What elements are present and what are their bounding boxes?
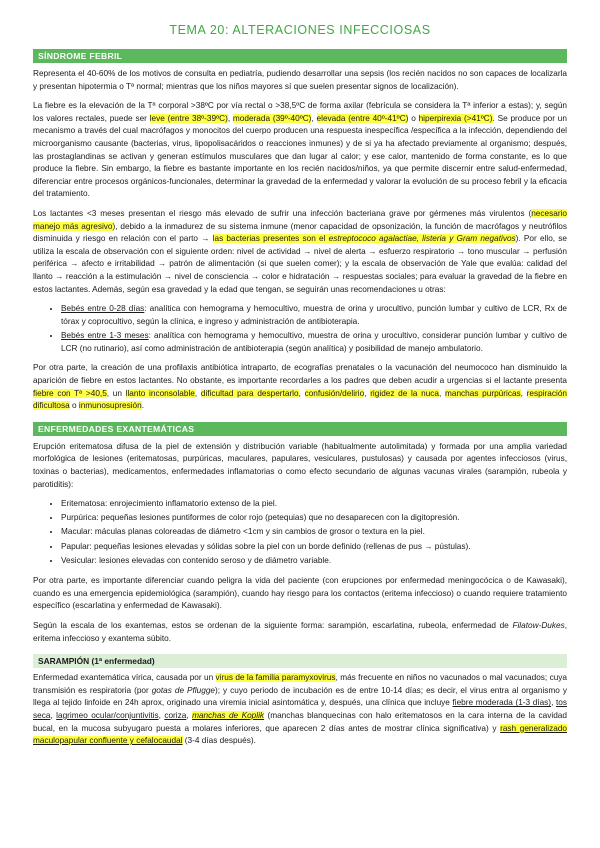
text-run: ). Por ello, se utiliza la escala de observación con el siguiente orden: nivel de actividad → nivel de alerta → esfuerzo respiratorio → tono muscular → perfusión periférica → afecto e irritabilidad → patrón de alimentación (si que suelen comer); y la escala de observación de Yale que evalúa: calidad del llanto → reacción a la estimulación → nivel de consciencia → color e hidratación → respuestas sociales; para evaluar la gravedad de la fiebre en estos lactantes. Además, según esa gravedad y la edad que tengan, se seguirán unas recomendaciones u otras:	[33, 234, 567, 294]
highlight-bacterias-names: estreptococo agalactiae, listeria y Gram negativos	[328, 234, 516, 244]
text-run: (3-4 días después).	[182, 736, 256, 746]
highlight-warning-sign: dificultad para despertarlo	[200, 388, 299, 398]
text-run: ,	[520, 388, 527, 398]
text-run: , eritema infeccioso y exantema súbito.	[33, 620, 567, 643]
paragraph-febril-intro: Representa el 40-60% de los motivos de consulta en pediatría, pudiendo desarrollar una sepsis (los recién nacidos no son capaces de localizarla y presentan hipotermia o Tª normal; mientras que los niños mayores sí que suelen presentar signos de localización).	[33, 69, 567, 91]
highlight-warning-sign: respiración dificultosa	[33, 388, 568, 411]
paragraph-febril-urgencias	[33, 362, 567, 412]
paragraph-exantema-scale	[33, 620, 567, 645]
highlight-paramyxovirus: virus de la familia paramyxovirus	[215, 673, 336, 683]
paragraph-exantema-priorities: Por otra parte, es importante diferenciar cuando peligra la vida del paciente (con erupciones por enfermedad meningocócica o de Kawasaki), cuando es una emergencia epidemiológica (sarampión), cuando hay riesgo para los contactos (eritema infeccioso) o cuando requiere tratamiento específico (escarlatina y enfermedad de Kawasaki).	[33, 576, 567, 611]
bullet-text: : analítica con hemograma y hemocultivo, muestra de orina y urocultivo, considerar punción lumbar y cultivo de LCR (no rutinario), así como administración de antibioterapia (según analítica) y posibilidad de manejo ambulatorio.	[61, 331, 568, 353]
highlight-warning-sign: rigidez de la nuca	[370, 388, 440, 398]
text-run: .	[141, 401, 145, 411]
highlight-rash: rash generalizado maculopapular confluente y cefalocaudal	[33, 723, 567, 746]
text-run: ,	[551, 698, 556, 708]
recommendations-list	[33, 303, 567, 355]
paragraph-febril-lactantes	[33, 208, 567, 296]
highlight-warning-sign: fiebre con Tª >40,5	[33, 388, 107, 398]
section-heading-sindrome-febril: SÍNDROME FEBRIL	[33, 49, 567, 63]
text-italic: Filatow-Dukes	[512, 620, 565, 630]
list-item	[61, 498, 567, 511]
text-run: o	[408, 113, 419, 123]
list-item	[61, 555, 567, 568]
highlight-warning-sign: manchas purpúricas	[445, 388, 521, 398]
text-run: ,	[227, 113, 233, 123]
highlight-bacterias: las bacterias presentes son el	[212, 234, 329, 244]
lesion-label: Purpúrica	[61, 513, 97, 523]
lesion-text: : máculas planas coloreadas de diámetro <1cm y sin cambios de grosor o textura en la piel.	[90, 527, 425, 537]
highlight-warning-sign: confusión/delirio	[304, 388, 365, 398]
lesion-text: : enrojecimiento inflamatorio extenso de la piel.	[105, 499, 278, 509]
list-item	[61, 303, 567, 328]
lesion-text: : lesiones elevadas con contenido seroso y de diámetro variable.	[94, 555, 332, 565]
highlight-manejo-agresivo: necesario manejo más agresivo	[33, 208, 567, 231]
text-run: ,	[298, 388, 305, 398]
list-item	[61, 330, 567, 355]
text-run: Enfermedad exantemática vírica, causada por un	[33, 673, 216, 683]
text-run: ,	[186, 710, 193, 720]
text-run: La fiebre es la elevación de la Tª corporal >38ºC por vía rectal o >38,5ºC de forma axilar (febrícula se considera la Tª inferior a estas); y, según los valores rectales, puede ser	[33, 101, 567, 123]
underlined-symptom: tos seca	[33, 698, 567, 720]
text-run: ,	[194, 388, 201, 398]
lesion-label: Macular	[61, 527, 91, 537]
text-run: . Se produce por un mecanismo a través del cual macrófagos y monocitos del cuerpo producen una respuesta inespecífica /específica a la infección, dependiendo del microorganismo causante (bacterias, virus, lipopolisacáridos o reacciones inmunes) y de si ya ha afectado previamente al organismo; después, las prostaglandinas se activan y generan estímulos musculares que dan lugar al calor; y ese calor, mantenido de forma constante, es lo que produce la fiebre. Sin embargo, la fiebre es bastante importante en los recién nacidos/niños, ya que permite discernir entre salud-enfermedad, diferenciar entre procesos orgánicos-funcionales, determinar la gravedad de la enfermedad y valorar la evolución de su proceso febril y la eficacia del tratamiento.	[33, 113, 567, 199]
paragraph-febril-definition	[33, 100, 567, 201]
highlight-koplik: manchas de Koplik	[192, 710, 265, 720]
document-title: TEMA 20: ALTERACIONES INFECCIOSAS	[169, 23, 431, 37]
underlined-symptom: lagrimeo ocular/conjuntivitis	[56, 710, 159, 720]
text-run: ,	[158, 710, 165, 720]
text-run: ,	[439, 388, 445, 398]
text-run: (manchas blanquecinas con halo eritematosos en la cara interna de la cavidad bucal, en la mucosa subyugaro puesta a molares inferiores, que aparecen 2 días antes de mostrar clínica significativa) y	[33, 710, 567, 733]
list-item	[61, 512, 567, 525]
text-run: Según la escala de los exantemas, estos se ordenan de la siguiente forma: sarampión, escarlatina, rubeola, enfermedad de	[33, 620, 513, 630]
highlight-warning-sign: llanto inconsolable	[125, 388, 195, 398]
list-item	[61, 541, 567, 554]
highlight-warning-sign: inmunosupresión	[78, 401, 142, 411]
highlight-moderada: moderada (39º-40ºC)	[232, 113, 312, 123]
lesion-text: : pequeñas lesiones puntiformes de color rojo (petequias) que no desaparecen con la digitopresión.	[96, 513, 460, 523]
text-run: , un	[106, 388, 126, 398]
underlined-symptom: fiebre moderada (1-3 días)	[452, 698, 552, 708]
text-run: ), debido a la inmadurez de su sistema inmune (menor capacidad de opsonización, la función de macrófagos y neutrófilos disminuida y riesgo en relación con el parto →	[33, 221, 567, 244]
text-run: ,	[364, 388, 371, 398]
text-run: o	[69, 401, 79, 411]
text-run: ,	[50, 710, 57, 720]
lesion-label: Eritematosa	[61, 499, 106, 509]
text-run: Los lactantes <3 meses presentan el riesgo más elevado de sufrir una infección bacteriana grave por gérmenes más virulentos (	[33, 208, 532, 218]
list-item	[61, 526, 567, 539]
section-heading-enfermedades-exantematicas: ENFERMEDADES EXANTEMÁTICAS	[33, 422, 567, 436]
text-run: Por otra parte, la creación de una profilaxis antibiótica intraparto, de ecografías prenatales o la vacunación del neumococo han disminuido la aparición de fiebre en estos lactantes. No obstante, es importante recordarles a los padres que deben acudir a urgencias si el lactante presenta	[33, 363, 567, 386]
subsection-heading-sarampion: SARAMPIÓN (1ª enfermedad)	[33, 654, 567, 668]
bullet-text: : analítica con hemograma y hemocultivo, muestra de orina y urocultivo, punción lumbar y cultivo de LCR, Rx de tórax y coprocultivo, según la clínica, e ingreso y administración de antibioterapia.	[61, 304, 567, 326]
highlight-leve: leve (entre 38º-39ºC)	[149, 113, 228, 123]
document-page	[33, 22, 567, 755]
lesion-types-list	[33, 498, 567, 567]
underlined-symptom: coriza	[164, 710, 187, 720]
bullet-label: Bebés entre 0-28 días	[61, 304, 145, 314]
lesion-label: Papular	[61, 541, 90, 551]
text-run: ,	[311, 113, 317, 123]
lesion-label: Vesicular	[61, 555, 95, 565]
bullet-label: Bebés entre 1-3 meses	[61, 331, 149, 341]
paragraph-sarampion	[33, 672, 567, 748]
lesion-text: : pequeñas lesiones elevadas y sólidas sobre la piel con un borde definido (rellenas de pus → pústulas).	[89, 541, 471, 551]
highlight-elevada: elevada (entre 40º-41ºC)	[316, 113, 409, 123]
highlight-hiperpirexia: hiperpirexia (>41ºC)	[418, 113, 493, 123]
text-run: ); y cuyo periodo de incubación es de entre 10-14 días; es decir, el virus entra al organismo y llega al tejido linfoide en 24h aprox, originado una viremia inicial asintomática y, después, una clínica que incluye	[33, 685, 567, 708]
paragraph-exantema-definition: Erupción eritematosa difusa de la piel de extensión y distribución variable (habitualmente autolimitada) y formada por una amplia variedad morfológica de lesiones (eritematosas, purpúricas, maculares, papulares, vesiculares, pustulosas) y causada por agentes infecciosos (virus, toxinas o bacterias), medicamentos, enfermedades inflamatorias o como efecto secundario de algunas vacunas virales (sarampión, rubeola y parotiditis):	[33, 441, 567, 489]
text-italic: gotas de Pflugge	[151, 685, 215, 695]
text-run: , más frecuente en niños no vacunados o mal vacunados; cuya transmisión es respiratoria (por	[33, 673, 568, 695]
